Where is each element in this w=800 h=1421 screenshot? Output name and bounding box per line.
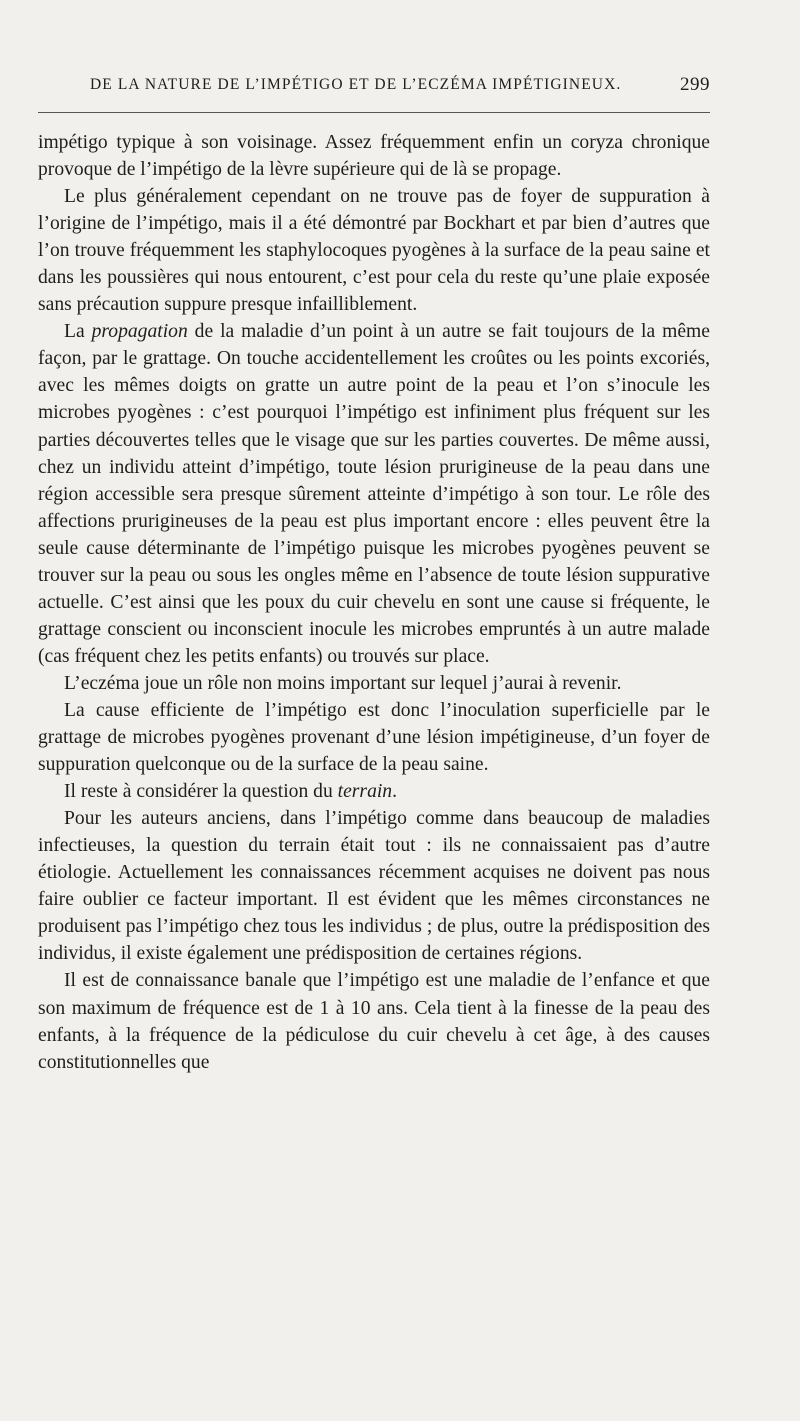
body-text: [38, 129, 710, 1076]
paragraph-text: Le plus généralement cependant on ne trouve pas de foyer de suppuration à l’origine de l’impétigo, mais il a été démontré par Bockhart et par bien d’autres que l’on trouve fréquemment les staphylocoques pyogènes à la surface de la peau saine et dans les poussières qui nous entourent, c’est pour cela du reste qu’une plaie exposée sans précaution suppure presque infailliblement.: [38, 186, 710, 316]
paragraph-lead: La: [64, 321, 92, 343]
paragraph-text: Il est de connaissance banale que l’impétigo est une maladie de l’enfance et que son maximum de fréquence est de 1 à 10 ans. Cela tient à la finesse de la peau des enfants, à la fréquence de la pédiculose du cuir chevelu à cet âge, à des causes constitutionnelles que: [38, 970, 710, 1073]
paragraph: [38, 697, 710, 778]
paragraph-text: La cause efficiente de l’impétigo est donc l’inoculation superficielle par le grattage de microbes pyogènes provenant d’une lésion impétigineuse, d’un foyer de suppuration quelconque ou de la surface de la peau saine.: [38, 699, 710, 776]
page-number: 299: [680, 74, 710, 95]
running-header: [38, 76, 710, 100]
paragraph: [38, 183, 710, 318]
paragraph-text: Pour les auteurs anciens, dans l’impétigo comme dans beaucoup de maladies infectieuses, la question du terrain était tout : ils ne connaissaient pas d’autre étiologie. Actuellement les connaissances récemment acquises ne doivent pas nous faire oublier ce facteur important. Il est évident que les mêmes circonstances ne produisent pas l’impétigo chez tous les individus ; de plus, outre la prédisposition des individus, il existe également une prédisposition de certaines régions.: [38, 808, 710, 965]
paragraph: [38, 778, 710, 805]
paragraph: [38, 967, 710, 1075]
running-title: DE LA NATURE DE L’IMPÉTIGO ET DE L’ECZÉMA IMPÉTIGINEUX.: [90, 76, 622, 93]
paragraph-lead: Il reste à considérer la question du: [64, 781, 338, 803]
paragraph: [38, 670, 710, 697]
paragraph-continuation: [38, 129, 710, 183]
paragraph: [38, 318, 710, 670]
italic-term: propagation: [91, 321, 188, 343]
italic-term: terrain: [337, 781, 393, 803]
paragraph: [38, 805, 710, 967]
paragraph-text: L’eczéma joue un rôle non moins important sur lequel j’aurai à revenir.: [64, 672, 622, 694]
paragraph-text: .: [392, 781, 398, 803]
paragraph-text: impétigo typique à son voisinage. Assez fréquemment enfin un coryza chronique provoque de l’impétigo de la lèvre supérieure qui de là se propage.: [38, 132, 710, 181]
header-rule: [38, 112, 710, 113]
paragraph-text: de la maladie d’un point à un autre se fait toujours de la même façon, par le grattage. On touche accidentellement les croûtes ou les points excoriés, avec les mêmes doigts on gratte un autre point de la peau et l’on s’inocule les microbes pyogènes : c’est pourquoi l’impétigo est infiniment plus fréquent sur les parties découvertes telles que le visage que sur les parties couvertes. De même aussi, chez un individu atteint d’impétigo, toute lésion prurigineuse de la peau dans une région accessible sera presque sûrement atteinte d’impétigo à son tour. Le rôle des affections prurigineuses de la peau est plus important encore : elles peuvent être la seule cause déterminante de l’impétigo puisque les microbes pyogènes peuvent se trouver sur la peau ou sous les ongles même en l’absence de toute lésion suppurative actuelle. C’est ainsi que les poux du cuir chevelu en sont une cause si fréquente, le grattage conscient ou inconscient inocule les microbes empruntés à un autre malade (cas fréquent chez les petits enfants) ou trouvés sur place.: [38, 321, 710, 667]
